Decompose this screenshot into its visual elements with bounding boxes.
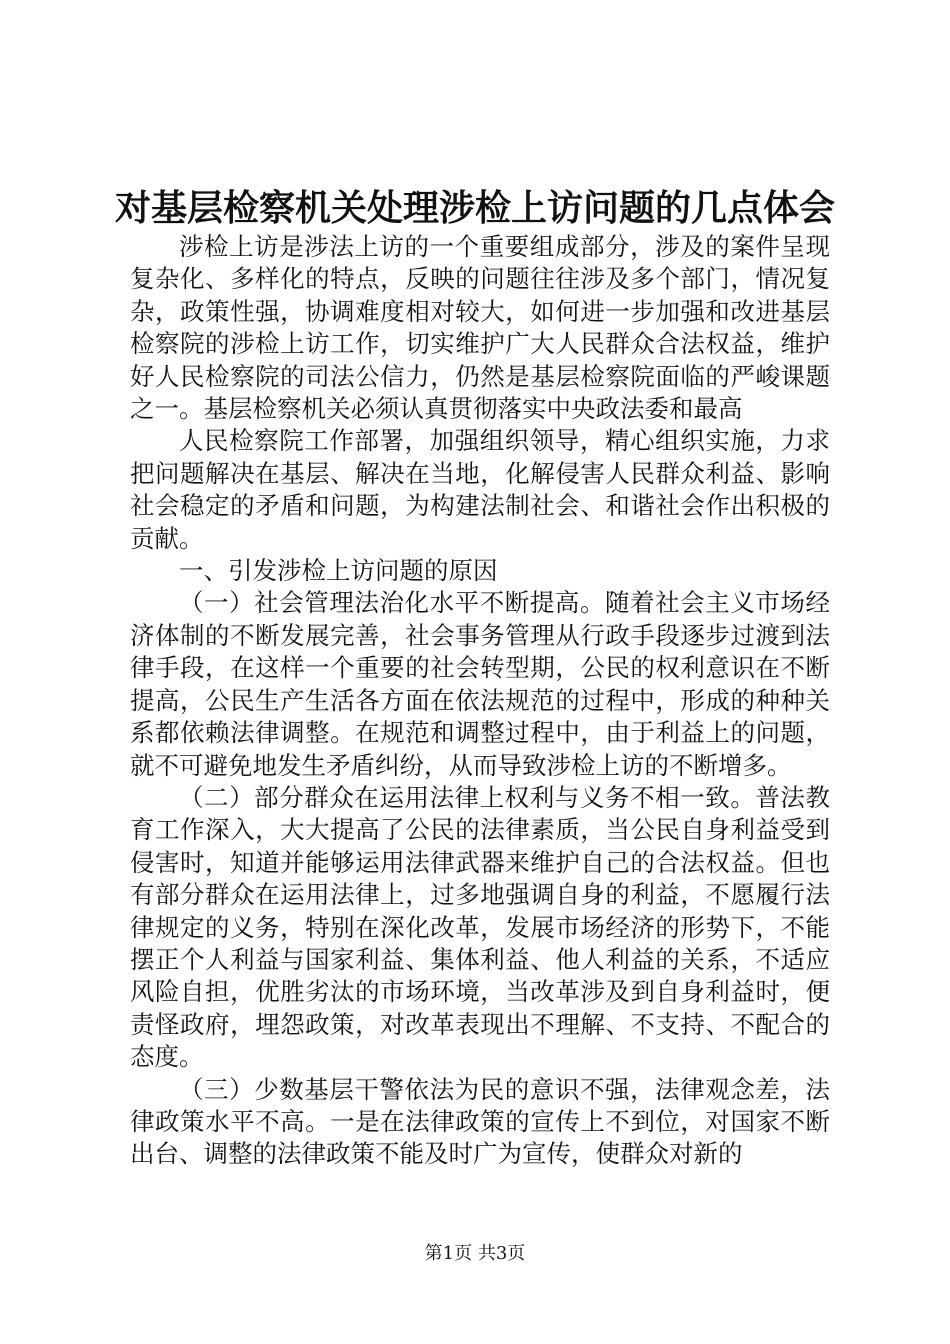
page-number-footer: 第1页 共3页 (424, 1243, 526, 1264)
section-heading: 一、引发涉检上访问题的原因 (179, 556, 498, 586)
paragraph-intro-continued: 人民检察院工作部署，加强组织领导，精心组织实施，力求把问题解决在基层、解决在当地，化解侵害人民群众利益、影响社会稳定的矛盾和问题，为构建法制社会、和谐社会作出积极的贡献。 (130, 426, 830, 553)
paragraph-cause-1: （一）社会管理法治化水平不断提高。随着社会主义市场经济体制的不断发展完善，社会事务管理从行政手段逐步过渡到法律手段，在这样一个重要的社会转型期，公民的权利意识在不断提高，公民生产生活各方面在依法规范的过程中，形成的种种关系都依赖法律调整。在规范和调整过程中，由于利益上的问题，就不可避免地发生矛盾纠纷，从而导致涉检上访的不断增多。 (130, 588, 830, 780)
document-title: 对基层检察机关处理涉检上访问题的几点体会 (114, 187, 835, 229)
paragraph-cause-3: （三）少数基层干警依法为民的意识不强，法律观念差，法律政策水平不高。一是在法律政策的宣传上不到位，对国家不断出台、调整的法律政策不能及时广为宣传，使群众对新的 (130, 1074, 830, 1169)
paragraph-cause-2: （二）部分群众在运用法律上权利与义务不相一致。普法教育工作深入，大大提高了公民的法律素质，当公民自身利益受到侵害时，知道并能够运用法律武器来维护自己的合法权益。但也有部分群众在运用法律上，过多地强调自身的利益，不愿履行法律规定的义务，特别在深化改革，发展市场经济的形势下，不能摆正个人利益与国家利益、集体利益、他人利益的关系，不适应风险自担，优胜劣汰的市场环境，当改革涉及到自身利益时，便责怪政府，埋怨政策，对改革表现出不理解、不支持、不配合的态度。 (130, 782, 830, 1072)
document-body (130, 231, 830, 1171)
paragraph-intro: 涉检上访是涉法上访的一个重要组成部分，涉及的案件呈现复杂化、多样化的特点，反映的问题往往涉及多个部门，情况复杂，政策性强，协调难度相对较大，如何进一步加强和改进基层检察院的涉检上访工作，切实维护广大人民群众合法权益，维护好人民检察院的司法公信力，仍然是基层检察院面临的严峻课题之一。基层检察机关必须认真贯彻落实中央政法委和最高 (130, 232, 830, 424)
